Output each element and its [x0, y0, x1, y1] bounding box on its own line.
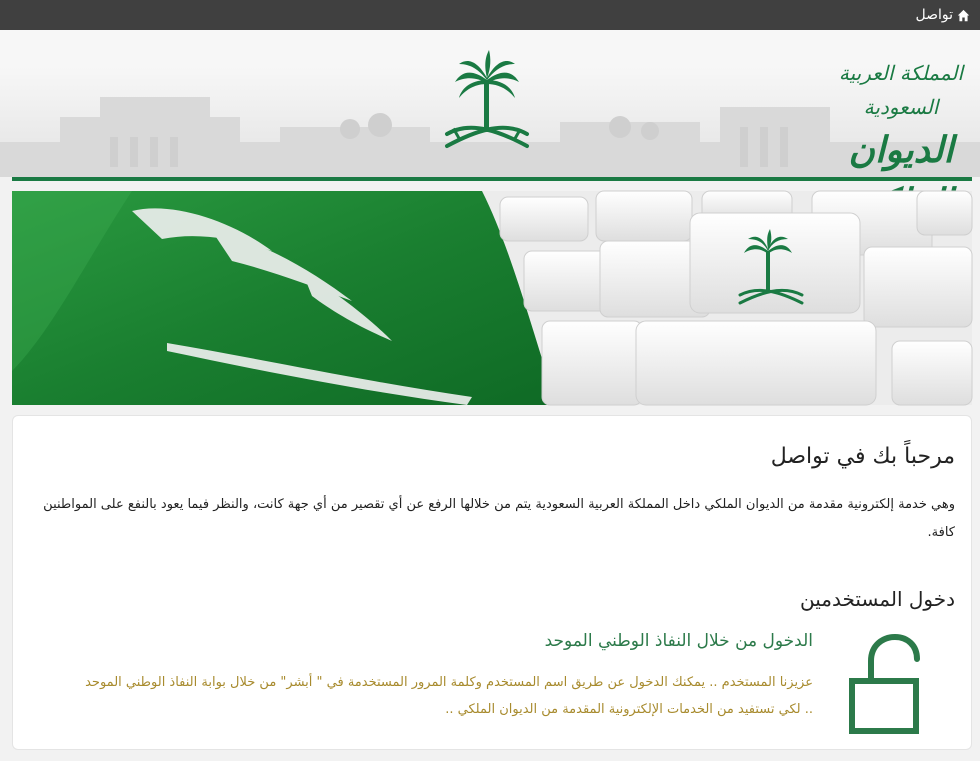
- login-section-title: دخول المستخدمين: [800, 587, 955, 611]
- home-label: تواصل: [915, 7, 953, 23]
- palm-swords-emblem-icon: [441, 50, 533, 154]
- logo-line-royal-court: الديوان: [848, 129, 954, 171]
- intro-text: وهي خدمة إلكترونية مقدمة من الديوان الملكي داخل المملكة العربية السعودية يتم من خلالها الرفع عن أي تقصير من أي جهة كانت، والنظر فيما يعود بالنفع على المواطنين كافة.: [43, 497, 955, 540]
- welcome-card: [12, 415, 972, 750]
- home-icon: [957, 9, 970, 22]
- saudi-flag-keyboard-banner: [12, 191, 972, 405]
- top-bar: [0, 0, 980, 30]
- unlock-icon[interactable]: [849, 635, 945, 735]
- welcome-title: مرحباً بك في تواصل: [770, 444, 955, 469]
- nafath-description-line2: .. لكي تستفيد من الخدمات الإلكترونية المقدمة من الديوان الملكي ..: [445, 702, 813, 717]
- logo-line-kingdom: المملكة العربية السعودية: [838, 61, 964, 119]
- header-divider: [12, 177, 972, 181]
- nafath-text-block: [85, 631, 813, 735]
- nafath-description-line1: عزيزنا المستخدم .. يمكنك الدخول عن طريق اسم المستخدم وكلمة المرور المستخدمة في " أبشر" من خلال بوابة النفاذ الوطني الموحد: [85, 675, 813, 690]
- nafath-login-link[interactable]: الدخول من خلال النفاذ الوطني الموحد: [544, 631, 813, 651]
- site-header: [0, 30, 980, 177]
- home-link[interactable]: [915, 7, 970, 23]
- hero-banner: [12, 191, 972, 405]
- nafath-description: [85, 669, 813, 723]
- nafath-login-row: [29, 631, 955, 735]
- royal-court-logo: [830, 56, 972, 171]
